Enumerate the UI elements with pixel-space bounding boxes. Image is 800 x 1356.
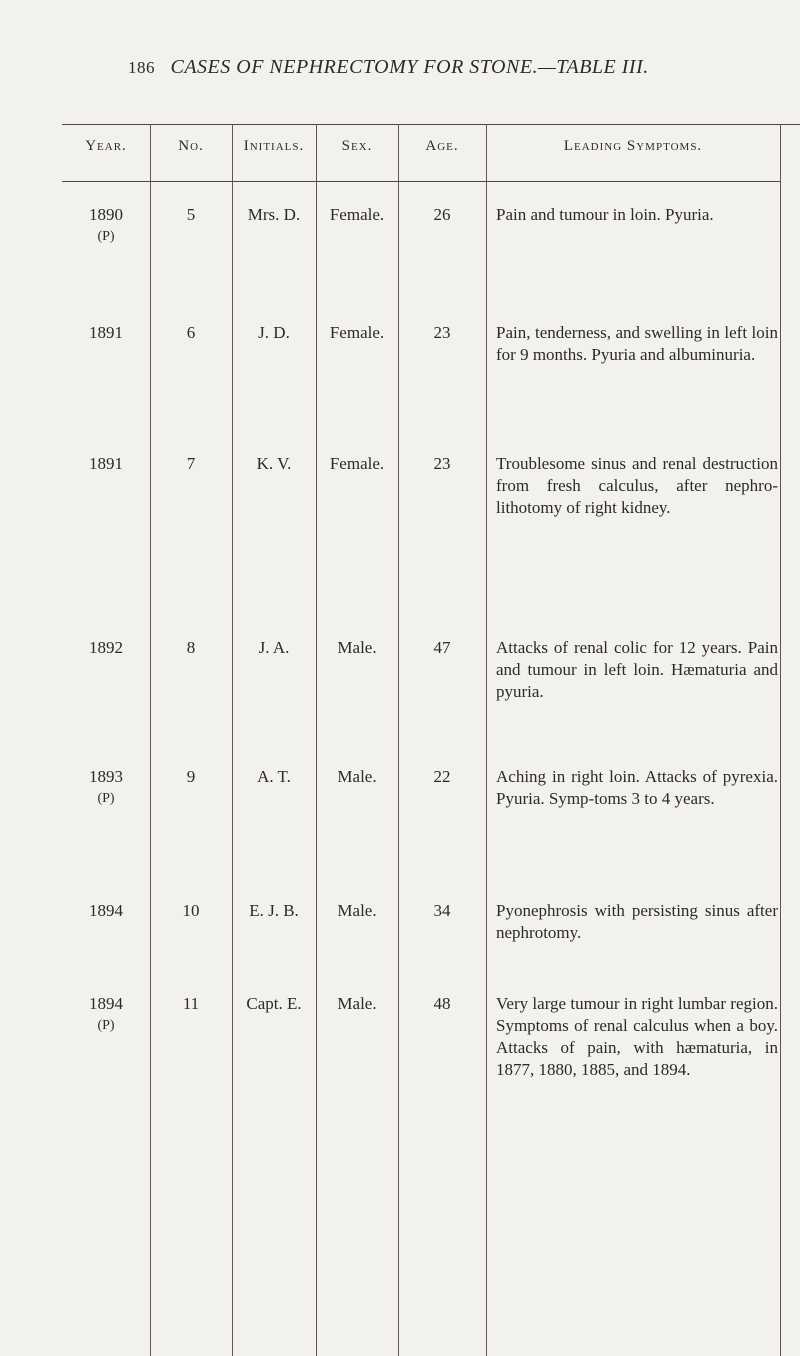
page-header <box>128 56 788 79</box>
page-number: 186 <box>128 58 155 77</box>
cell-age: 23 <box>433 454 451 473</box>
cell-symptoms: Very large tumour in right lumbar region. Symptoms of renal calculus when a boy. Attacks of pain, with hæmaturia, in 1877, 1880, 1885, and 1894. <box>496 994 778 1079</box>
cell-no: 10 <box>182 901 200 920</box>
cell-symptoms: Aching in right loin. Attacks of pyrexia. Pyuria. Symp-toms 3 to 4 years. <box>496 767 778 808</box>
cell-symptoms: Troublesome sinus and renal destruction from fresh calculus, after nephro-lithotomy of right kidney. <box>496 454 778 517</box>
cell-age: 26 <box>433 205 451 224</box>
cell-sex: Male. <box>337 767 377 786</box>
cell-initials: E. J. B. <box>249 901 299 920</box>
column-divider <box>398 124 399 1356</box>
cell-initials: A. T. <box>257 767 291 786</box>
cell-year: 1893 (P) <box>62 766 150 810</box>
page-title: CASES OF NEPHRECTOMY FOR STONE.—TABLE III. <box>170 56 649 78</box>
header-sex: Sex. <box>341 138 373 154</box>
cell-sex: Male. <box>337 901 377 920</box>
cell-age: 23 <box>433 323 451 342</box>
cell-no: 7 <box>186 454 196 473</box>
cell-initials: Capt. E. <box>246 994 302 1013</box>
column-divider <box>232 124 233 1356</box>
cell-initials: J. D. <box>258 323 290 342</box>
cell-sex: Female. <box>329 205 385 224</box>
header-year: Year. <box>85 138 127 154</box>
cell-age: 22 <box>433 767 451 786</box>
cell-note: (P) <box>97 791 115 806</box>
cell-symptoms: Pain and tumour in loin. Pyuria. <box>496 205 714 224</box>
cell-no: 11 <box>182 994 200 1013</box>
cell-symptoms: Attacks of renal colic for 12 years. Pain and tumour in left loin. Hæmaturia and pyuria. <box>496 638 778 701</box>
header-age: Age. <box>425 138 459 154</box>
cell-year: 1892 <box>89 638 123 657</box>
cell-initials: J. A. <box>258 638 290 657</box>
column-divider <box>486 124 487 1356</box>
cell-symptoms: Pain, tenderness, and swelling in left loin for 9 months. Pyuria and albuminuria. <box>496 323 778 364</box>
cell-initials: Mrs. D. <box>247 205 301 224</box>
cell-no: 5 <box>186 205 196 224</box>
cell-initials: K. V. <box>256 454 292 473</box>
cell-sex: Male. <box>337 994 377 1013</box>
cell-year: 1891 <box>89 454 123 473</box>
cell-year: 1894 <box>89 901 123 920</box>
column-divider <box>780 124 781 1356</box>
cell-no: 6 <box>186 323 196 342</box>
table-header-rule <box>62 181 780 182</box>
cell-note: (P) <box>97 229 115 244</box>
cell-sex: Male. <box>337 638 377 657</box>
cell-year: 1894 (P) <box>62 993 150 1037</box>
column-divider <box>316 124 317 1356</box>
cell-sex: Female. <box>329 454 385 473</box>
header-initials: Initials. <box>243 138 305 154</box>
cell-sex: Female. <box>329 323 385 342</box>
cell-note: (P) <box>97 1018 115 1033</box>
cell-age: 48 <box>433 994 451 1013</box>
column-divider <box>150 124 151 1356</box>
cell-year: 1891 <box>89 323 123 342</box>
cell-age: 47 <box>433 638 451 657</box>
header-no: No. <box>178 138 204 154</box>
cell-age: 34 <box>433 901 451 920</box>
cell-no: 9 <box>186 767 196 786</box>
header-symptoms: Leading Symptoms. <box>563 138 703 154</box>
cell-year: 1890 (P) <box>62 204 150 248</box>
table-top-rule <box>62 124 800 125</box>
cell-no: 8 <box>186 638 196 657</box>
cell-symptoms: Pyonephrosis with persisting sinus after nephrotomy. <box>496 901 778 942</box>
